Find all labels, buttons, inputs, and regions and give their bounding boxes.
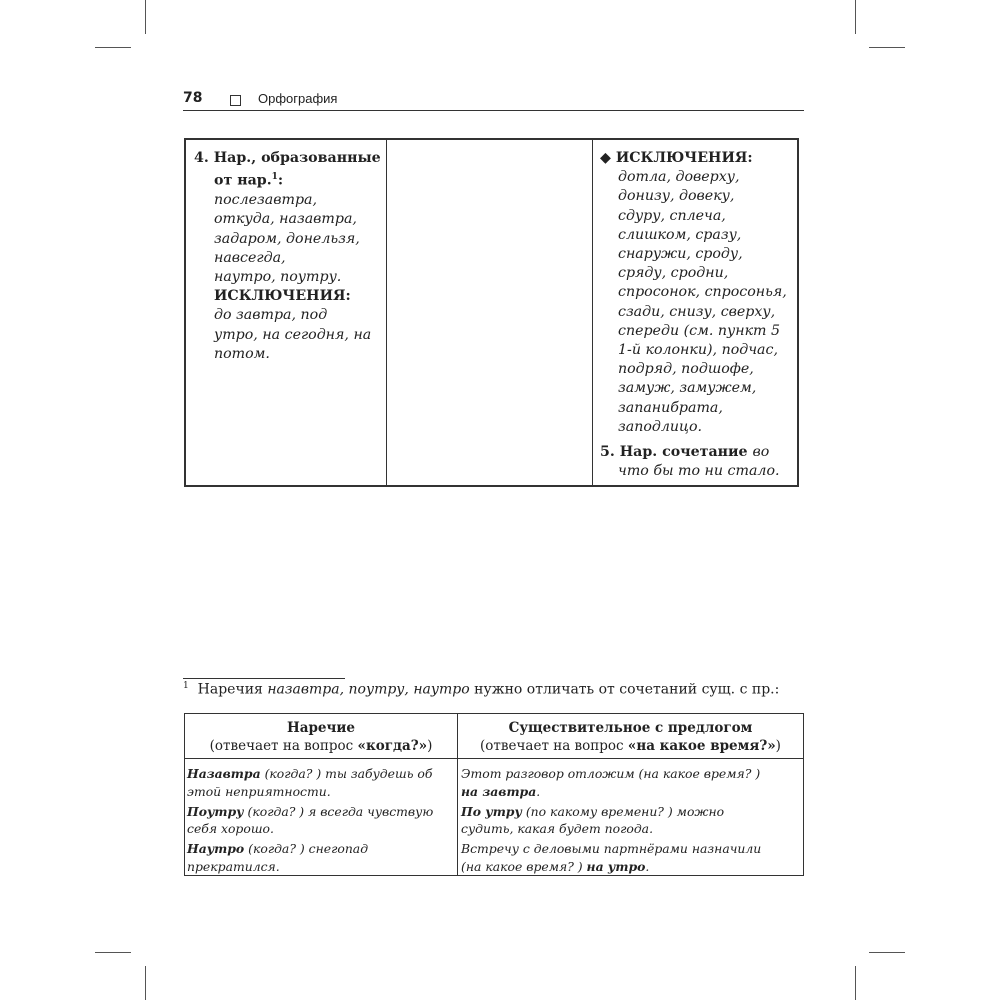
text-line <box>194 287 381 306</box>
text-run: себя хорошо. <box>187 821 274 836</box>
text-run: запанибрата, <box>618 399 723 416</box>
text-line <box>187 803 433 821</box>
text-line <box>461 803 761 821</box>
text-run: от нар. <box>214 172 272 189</box>
text-run: . <box>536 783 541 799</box>
example-sentence <box>461 803 761 838</box>
text-line <box>194 268 381 287</box>
text-run: снаружи, сроду, <box>618 246 743 263</box>
text-run: задаром, донельзя, <box>214 230 360 247</box>
text-run: судить, какая будет погода. <box>461 821 654 836</box>
text-line <box>194 306 381 325</box>
text-line <box>187 840 433 858</box>
text-run: ИСКЛЮЧЕНИЯ: <box>214 288 351 305</box>
text-run: 1-й колонки), подчас, <box>618 342 778 359</box>
text-run: навсегда, <box>214 249 286 266</box>
header-rule <box>183 110 804 111</box>
text-line <box>194 191 381 210</box>
text-run: прекратился. <box>187 858 280 874</box>
text-line <box>600 418 787 437</box>
text-line <box>461 840 761 858</box>
text-run: (на какое время? ) <box>461 858 587 874</box>
text-run: послезавтра, <box>214 192 318 209</box>
text-run: «когда?» <box>357 738 428 754</box>
text-run: Наречие <box>286 720 355 736</box>
text-run: откуда, назавтра, <box>214 211 357 228</box>
text-run: 1 <box>271 172 278 183</box>
text-line <box>600 168 787 187</box>
text-line <box>194 149 381 168</box>
text-run: дотла, доверху, <box>618 169 740 186</box>
text-run: сдуру, сплеча, <box>618 207 726 224</box>
text-run: (когда? ) снегопад <box>244 841 369 856</box>
crop-mark <box>869 952 905 953</box>
text-run: до завтра, под <box>214 307 328 324</box>
text-run: ◆ <box>600 150 616 166</box>
text-run: ) <box>427 738 433 754</box>
text-run: Существительное с предлогом <box>508 720 753 736</box>
text-run: Наутро <box>187 841 245 856</box>
text-run: 5. Нар. сочетание <box>600 444 753 461</box>
text-line <box>600 149 787 168</box>
text-line <box>600 341 787 360</box>
text-line <box>600 187 787 206</box>
crop-mark <box>869 47 905 48</box>
text-run: ИСКЛЮЧЕНИЯ: <box>615 150 753 166</box>
text-line <box>600 399 787 418</box>
text-line <box>600 322 787 341</box>
text-run: Назавтра <box>187 766 261 781</box>
crop-mark <box>855 0 856 34</box>
text-line <box>600 226 787 245</box>
text-run: что бы то ни стало. <box>618 463 780 480</box>
text-run: (отвечает на вопрос <box>480 738 628 754</box>
text-run: спереди (см. пункт 5 <box>618 322 781 339</box>
text-line <box>187 858 433 876</box>
text-run: : <box>277 172 284 189</box>
text-line <box>600 443 787 462</box>
crop-mark <box>145 966 146 1000</box>
text-run: на завтра <box>461 783 537 799</box>
text-line <box>194 249 381 268</box>
text-line <box>458 719 803 737</box>
text-run: замуж, замужем, <box>618 380 757 397</box>
text-line <box>461 858 761 876</box>
crop-mark <box>855 966 856 1000</box>
text-run: ) <box>775 738 781 754</box>
text-line <box>600 360 787 379</box>
comparison-table <box>184 713 804 876</box>
examples-adverb <box>187 765 433 878</box>
text-line <box>194 210 381 229</box>
text-line <box>194 168 381 191</box>
text-line <box>600 379 787 398</box>
text-run: заподлицо. <box>618 418 702 435</box>
text-line <box>194 326 381 345</box>
text-run: назавтра, поутру, наутро <box>267 681 470 698</box>
square-bullet-icon <box>230 95 241 106</box>
text-run: донизу, довеку, <box>618 188 735 205</box>
text-line <box>461 765 761 783</box>
text-line <box>187 783 433 801</box>
text-run: (когда? ) я всегда чувствую <box>243 803 434 819</box>
text-run: подряд, подшофе, <box>618 361 754 378</box>
text-line <box>600 303 787 322</box>
text-run: По утру <box>461 803 522 819</box>
text-line <box>194 230 381 249</box>
text-run: (по какому времени? ) можно <box>521 803 725 819</box>
text-line <box>600 207 787 226</box>
text-line <box>600 462 787 481</box>
text-run: потом. <box>214 345 270 362</box>
text-line <box>185 719 457 737</box>
example-sentence <box>187 840 433 875</box>
text-run: Поутру <box>187 803 244 819</box>
text-run: Наречия <box>197 681 268 698</box>
column-divider <box>592 140 593 485</box>
text-line <box>194 345 381 364</box>
page-number: 78 <box>183 90 203 106</box>
text-run: во <box>752 444 770 461</box>
text-line <box>185 737 457 755</box>
footnote-rule <box>183 678 345 679</box>
examples-noun <box>461 765 761 878</box>
text-run: нужно отличать от сочетаний сущ. с пр.: <box>469 681 780 698</box>
section-title: Орфография <box>258 91 338 106</box>
text-run: сряду, сродни, <box>618 265 729 282</box>
text-run: утро, на сегодня, на <box>214 326 372 343</box>
text-run: слишком, сразу, <box>618 226 742 243</box>
text-run: наутро, поутру. <box>214 268 342 285</box>
text-line <box>600 283 787 302</box>
text-run: . <box>645 858 650 874</box>
example-sentence <box>187 803 433 838</box>
crop-mark <box>95 47 131 48</box>
text-run: 4. Нар., образованные <box>194 150 381 166</box>
text-run: на утро <box>586 858 646 874</box>
example-sentence <box>461 765 761 800</box>
text-line <box>461 783 761 801</box>
example-sentence <box>187 765 433 800</box>
text-run: Этот разговор отложим (на какое время? ) <box>461 766 761 781</box>
header-divider <box>185 758 803 759</box>
text-line <box>187 765 433 783</box>
crop-mark <box>95 952 131 953</box>
text-run: (отвечает на вопрос <box>209 738 358 754</box>
table-cell-col3 <box>600 149 787 481</box>
rules-table <box>184 138 799 487</box>
text-run: этой неприятности. <box>187 783 331 799</box>
column-header-noun <box>458 719 803 755</box>
text-line <box>600 264 787 283</box>
text-run: Встречу с деловыми партнёрами назначили <box>461 841 762 856</box>
text-line <box>458 737 803 755</box>
example-sentence <box>461 840 761 875</box>
footnote-marker: 1 <box>183 681 189 691</box>
text-line <box>187 820 433 838</box>
column-divider <box>386 140 387 485</box>
table-cell-col1 <box>194 149 381 364</box>
text-run: (когда? ) ты забудешь об <box>260 766 433 781</box>
text-run: спросонок, спросонья, <box>618 284 787 301</box>
column-header-adverb <box>185 719 457 755</box>
text-run: «на какое время?» <box>627 738 776 754</box>
footnote <box>183 681 779 698</box>
text-line <box>461 820 761 838</box>
text-run: сзади, снизу, сверху, <box>618 303 776 320</box>
text-line <box>600 245 787 264</box>
crop-mark <box>145 0 146 34</box>
